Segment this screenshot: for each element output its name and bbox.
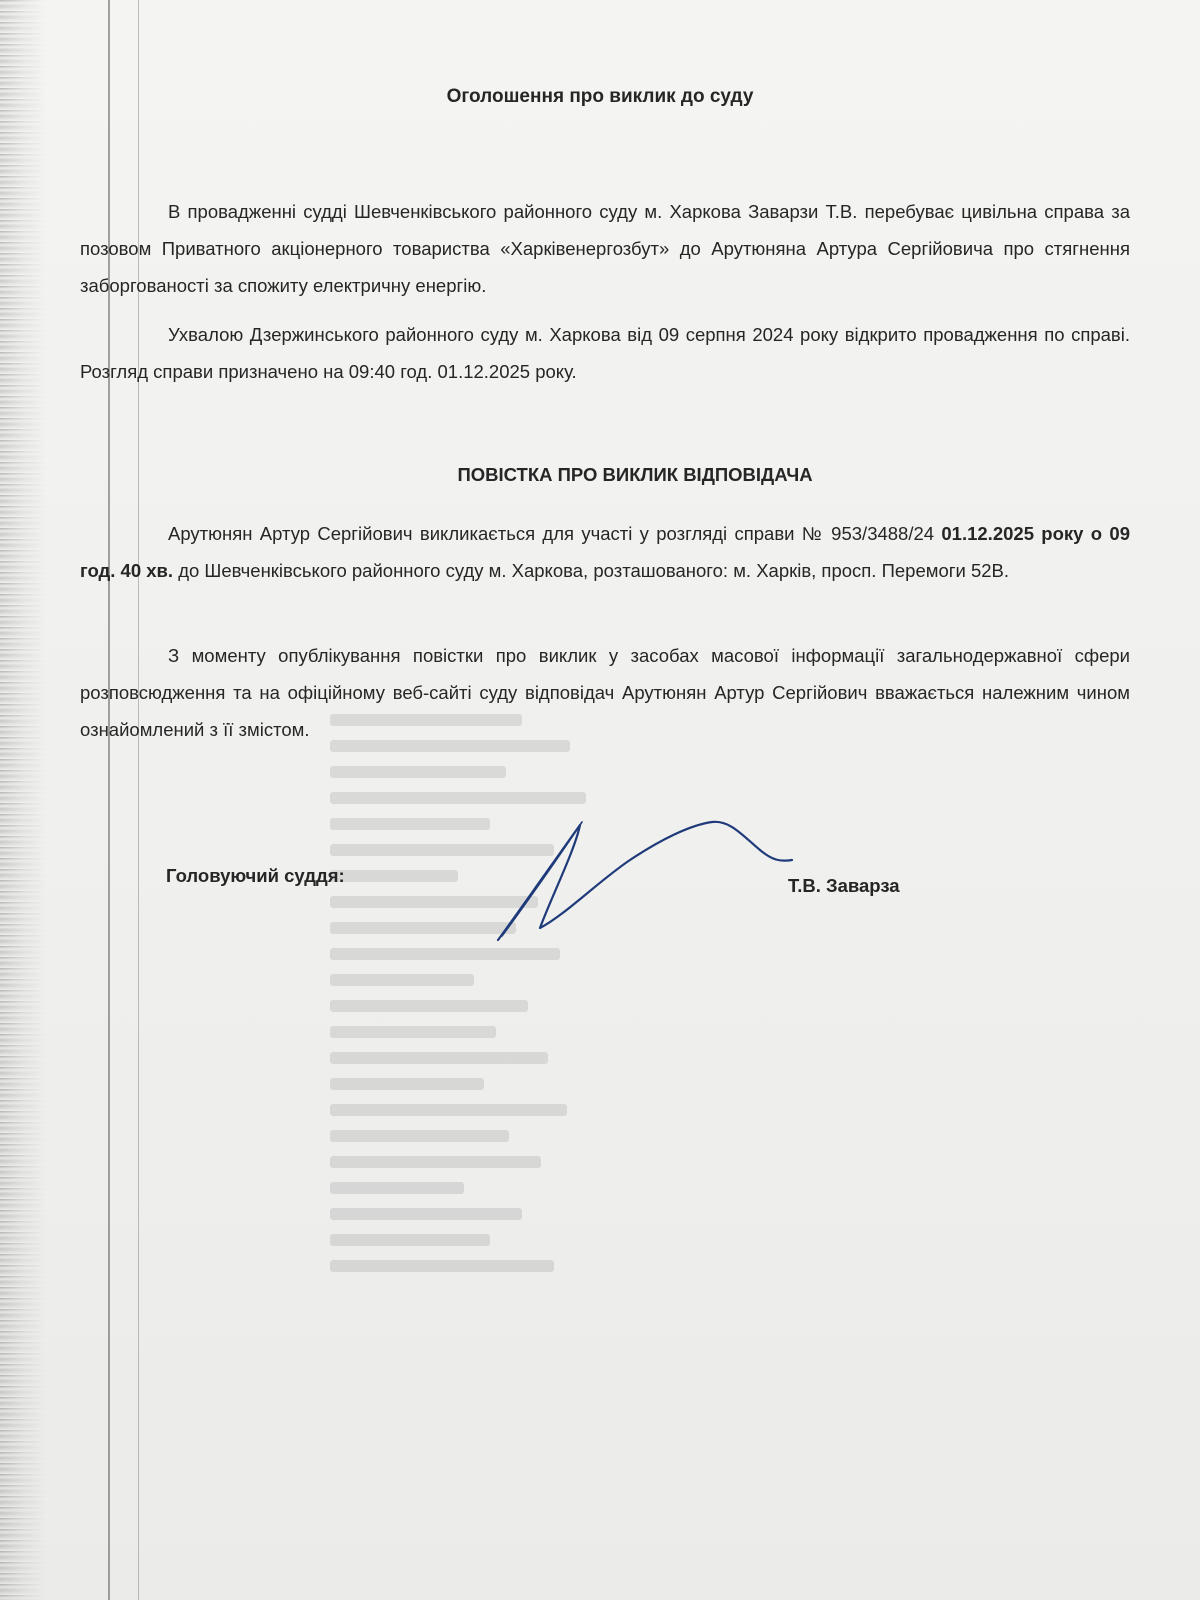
summons-datetime: 01.12.2025 року о 09 год. 40 хв. [80, 523, 1130, 581]
handwritten-signature [480, 800, 810, 950]
paragraph-hearing-date: Ухвалою Дзержинського районного суду м. Харкова від 09 серпня 2024 року відкрито провадження по справі. Розгляд справи призначено на 09:40 год. 01.12.2025 року. [80, 324, 1130, 382]
presiding-judge-label: Головуючий суддя: [166, 865, 345, 886]
paragraph-publication-notice: З моменту опублікування повістки про виклик у засобах масової інформації загальнодержавної сфери розповсюдження та на офіційному веб-сайті суду відповідач Арутюнян Артур Сергійович вважається належним чином ознайомлений з її змістом. [80, 645, 1130, 740]
judge-name: Т.В. Заварза [788, 875, 900, 896]
summons-title: ПОВІСТКА ПРО ВИКЛИК ВІДПОВІДАЧА [457, 464, 813, 485]
document-title: Оголошення про виклик до суду [446, 86, 754, 107]
scanner-edge-artifact [0, 0, 46, 1600]
summons-text-part3: до Шевченківського районного суду м. Харкова, розташованого: м. Харків, просп. Перемоги 52В. [173, 560, 1010, 581]
paragraph-summons [80, 515, 1130, 589]
paragraph-case-info: В провадженні судді Шевченківського районного суду м. Харкова Заварзи Т.В. перебуває цивільна справа за позовом Приватного акціонерного товариства «Харківенергозбут» до Арутюняна Артура Сергійовича про стягнення заборгованості за спожиту електричну енергію. [80, 201, 1130, 296]
summons-text-part1: Арутюнян Артур Сергійович викликається для участі у розгляді справи № 953/3488/24 [168, 523, 942, 544]
